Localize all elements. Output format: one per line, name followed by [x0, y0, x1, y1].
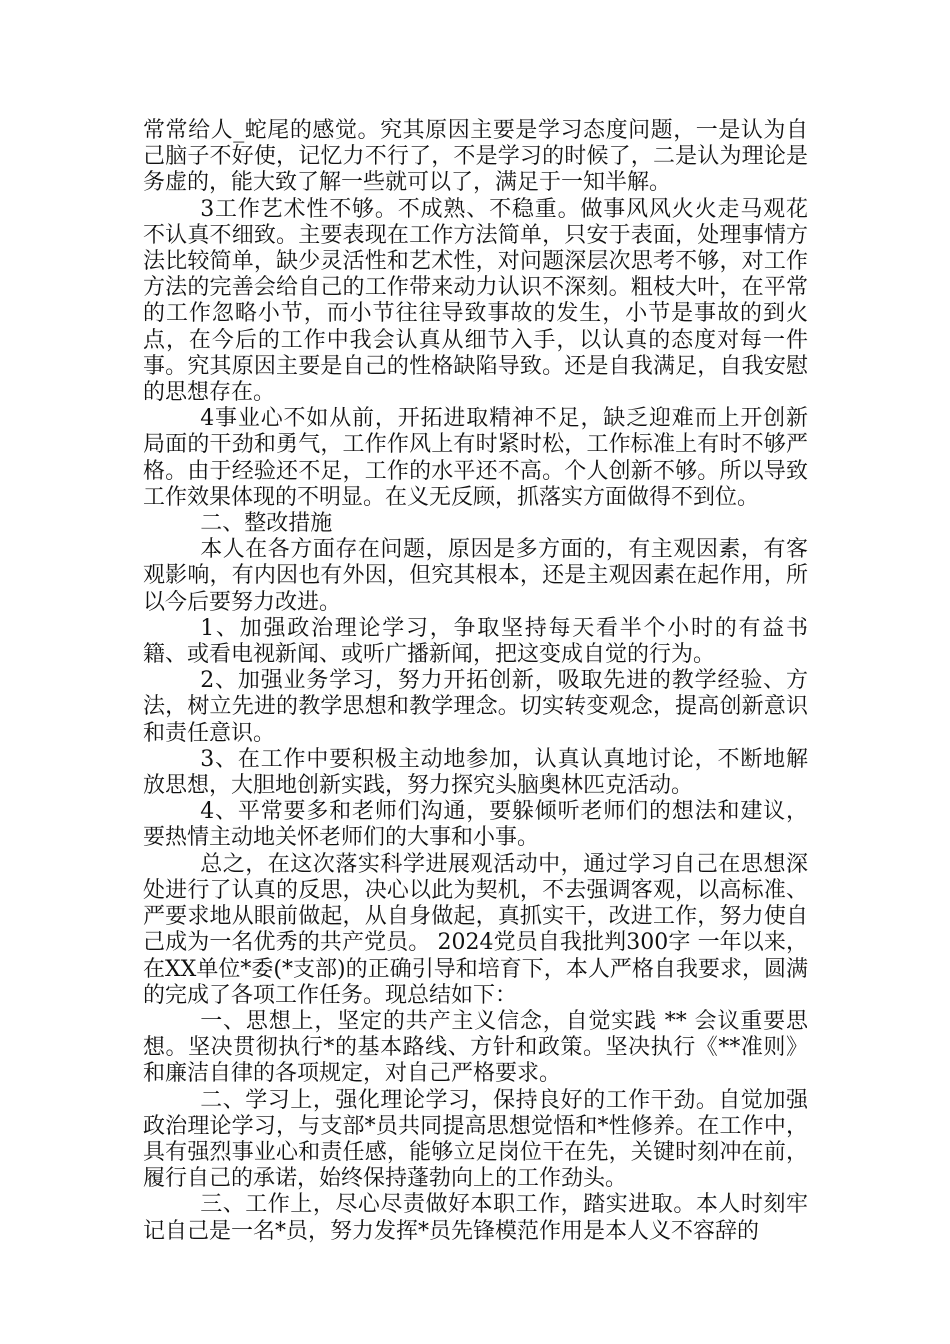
paragraph-measure-1: 1、加强政治理论学习，争取坚持每天看半个小时的有益书籍、或看电视新闻、或听广播新闻，把这变成自觉的行为。: [143, 615, 808, 668]
paragraph-measure-4: 4、平常要多和老师们沟通，要躲倾听老师们的想法和建议，要热情主动地关怀老师们的大事和小事。: [143, 799, 808, 851]
document-page: [143, 118, 808, 1245]
paragraph-measure-3: 3、在工作中要积极主动地参加，认真认真地讨论，不断地解放思想，大胆地创新实践，努力探究头脑奥林匹克活动。: [143, 746, 808, 799]
paragraph-ideology: 一、思想上，坚定的共产主义信念，自觉实践 ** 会议重要思想。坚决贯彻执行*的基本路线、方针和政策。坚决执行《**准则》和廉洁自律的各项规定，对自己严格要求。: [143, 1008, 808, 1087]
paragraph-study: 二、学习上，强化理论学习，保持良好的工作干劲。自觉加强政治理论学习，与支部*员共同提高思想觉悟和*性修养。在工作中，具有强烈事业心和责任感，能够立足岗位干在先，关键时刻冲在前，履行自己的承诺，始终保持蓬勃向上的工作劲头。: [143, 1087, 808, 1192]
paragraph-measure-2: 2、加强业务学习，努力开拓创新，吸取先进的教学经验、方法，树立先进的教学思想和教学理念。切实转变观念，提高创新意识和责任意识。: [143, 668, 808, 746]
section-heading-rectification: 二、整改措施: [200, 511, 333, 537]
paragraph-point-4: 4事业心不如从前，开拓进取精神不足，缺乏迎难而上开创新局面的干劲和勇气，工作作风上有时紧时松，工作标准上有时不够严格。由于经验还不足，工作的水平还不高。个人创新不够。所以导致工作效果体现的不明显。在义无反顾，抓落实方面做得不到位。: [143, 406, 808, 510]
paragraph-rectification-intro: 本人在各方面存在问题，原因是多方面的，有主观因素，有客观影响，有内因也有外因，但究其根本，还是主观因素在起作用，所以今后要努力改进。: [143, 537, 808, 615]
paragraph-study-attitude: 常常给人_蛇尾的感觉。究其原因主要是学习态度问题，一是认为自己脑子不好使，记忆力不行了，不是学习的时候了，二是认为理论是务虚的，能大致了解一些就可以了，满足于一知半解。: [143, 118, 808, 196]
paragraph-conclusion: 总之，在这次落实科学进展观活动中，通过学习自己在思想深处进行了认真的反思，决心以此为契机，不去强调客观，以高标准、严要求地从眼前做起，从自身做起，真抓实干，改进工作，努力使自己成为一名优秀的共产党员。 2024党员自我批判300字 一年以来，在XX单位*委(*支部)的正确引导和培育下，本人严格自我要求，圆满的完成了各项工作任务。现总结如下：: [143, 851, 808, 1008]
paragraph-point-3: 3工作艺术性不够。不成熟、不稳重。做事风风火火走马观花不认真不细致。主要表现在工作方法简单，只安于表面，处理事情方法比较简单，缺少灵活性和艺术性，对问题深层次思考不够，对工作方法的完善会给自己的工作带来动力认识不深刻。粗枝大叶，在平常的工作忽略小节，而小节往往导致事故的发生，小节是事故的到火点，在今后的工作中我会认真从细节入手，以认真的态度对每一件事。究其原因主要是自己的性格缺陷导致。还是自我满足，自我安慰的思想存在。: [143, 196, 808, 406]
paragraph-work: 三、工作上，尽心尽责做好本职工作，踏实进取。本人时刻牢记自己是一名*员，努力发挥*员先锋模范作用是本人义不容辞的: [143, 1192, 808, 1244]
